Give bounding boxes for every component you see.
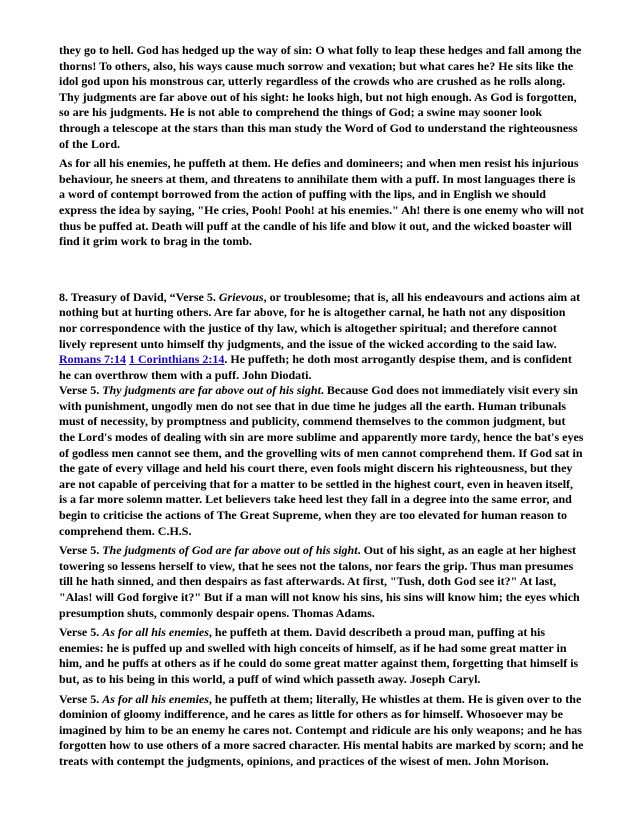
verse-label: Verse 5. [59,383,103,398]
verse-text: , he puffeth at them. David describeth a proud man, puffing at his enemies: he is puffed up and swelled with high conceits of himself, as if he had some great matter in him, and he puffs at others as if he could do some great matter against them, forgetting that himself is but, as to his being in this world, a puff of wind which passeth away. Joseph Caryl. [59,625,579,686]
treasury-tail: . He puffeth; he doth most arrogantly despise them, and is confident he can overthrow them with a puff. John Diodati. [59,352,572,382]
scripture-link-romans[interactable]: Romans 7:14 [59,352,127,367]
verse-paragraph [59,383,584,539]
verse-quote: The judgments of God are far above out of his sight [102,543,358,558]
verse-paragraph [59,543,584,621]
document-page [59,43,584,770]
verse-label: Verse 5. [59,543,103,558]
verse-text: . Out of his sight, as an eagle at her highest towering so lessens herself to view, that he sees not the talons, nor fears the grip. Thus man presumes till he hath sinned, and then despairs as fast afterwards. At first, "Tush, doth God see it?" At last, "Alas! will God forgive it?" But if a man will not know his sins, his sins will know him; the eyes which presumption shuts, commonly despair opens. Thomas Adams. [59,543,580,620]
treasury-intro-italic: Grievous [218,289,264,304]
verse-quote: As for all his enemies [102,691,209,706]
treasury-paragraph [59,290,584,384]
treasury-intro: 8. Treasury of David, “Verse 5. [59,289,219,304]
scripture-link-corinthians[interactable]: 1 Corinthians 2:14 [129,352,225,367]
verse-quote: Thy judgments are far above out of his sight [102,383,321,398]
verse-paragraph [59,625,584,687]
commentary-paragraph: they go to hell. God has hedged up the way of sin: O what folly to leap these hedges and fall among the thorns! To others, also, his ways cause much sorrow and vexation; but what cares he? He sits like the idol god upon his monstrous car, utterly regardless of the crowds who are crushed as he rolls along. [59,43,582,89]
verse-text: , he puffeth at them; literally, He whistles at them. He is given over to the dominion of gloomy indifference, and he cares as little for others as for himself. Whosoever may be imagined by him to be an enemy he cares not. Contempt and ridicule are his only weapons; and he has forgotten how to use others of a more sacred character. His mental habits are marked by scorn; and he treats with contempt the judgments, opinions, and practices of the wisest of men. John Morison. [59,691,584,768]
treasury-body: , or troublesome; that is, all his endeavours and actions aim at nothing but at hurting others. Are far above, for he is altogether carnal, he hath not any disposition nor correspondence with the justice of thy law, which is altogether spiritual; and therefore cannot lively represent unto himself thy judgments, and the issue of the wicked according to the said law. [59,289,581,351]
verse-paragraph [59,692,584,770]
commentary-paragraph: As for all his enemies, he puffeth at them. He defies and domineers; and when men resist his injurious behaviour, he sneers at them, and threatens to annihilate them with a puff. In most languages there is a word of contempt borrowed from the action of puffing with the lips, and in English we should express the idea by saying, "He cries, Pooh! Pooh! at his enemies." Ah! there is one enemy who will not thus be puffed at. Death will puff at the candle of his life and blow it out, and the wicked boaster will find it grim work to brag in the tomb. [59,156,584,249]
verse-text: . Because God does not immediately visit every sin with punishment, ungodly men do not see that in due time he judges all the earth. Human tribunals must of necessity, by promptness and publicity, commend themselves to the common judgment, but the Lord's modes of dealing with sin are more sublime and apparently more tardy, hence the bat's eyes of godless men cannot see them, and the grovelling wits of men cannot comprehend them. If God sat in the gate of every village and held his court there, even fools might discern his righteousness, but they are not capable of perceiving that for a matter to be settled in the highest court, even in heaven itself, is a far more solemn matter. Let believers take heed lest they fall in a degree into the same error, and begin to criticise the actions of The Great Supreme, when they are too elevated for human reason to comprehend them. C.H.S. [59,383,584,538]
verse-label: Verse 5. [59,625,103,640]
verse-quote: As for all his enemies [102,625,209,640]
commentary-paragraph: Thy judgments are far above out of his sight: he looks high, but not high enough. As God is forgotten, so are his judgments. He is not able to comprehend the things of God; a swine may sooner look through a telescope at the stars than this man study the Word of God to understand the righteousness of the Lord. [59,89,578,151]
verse-label: Verse 5. [59,691,103,706]
